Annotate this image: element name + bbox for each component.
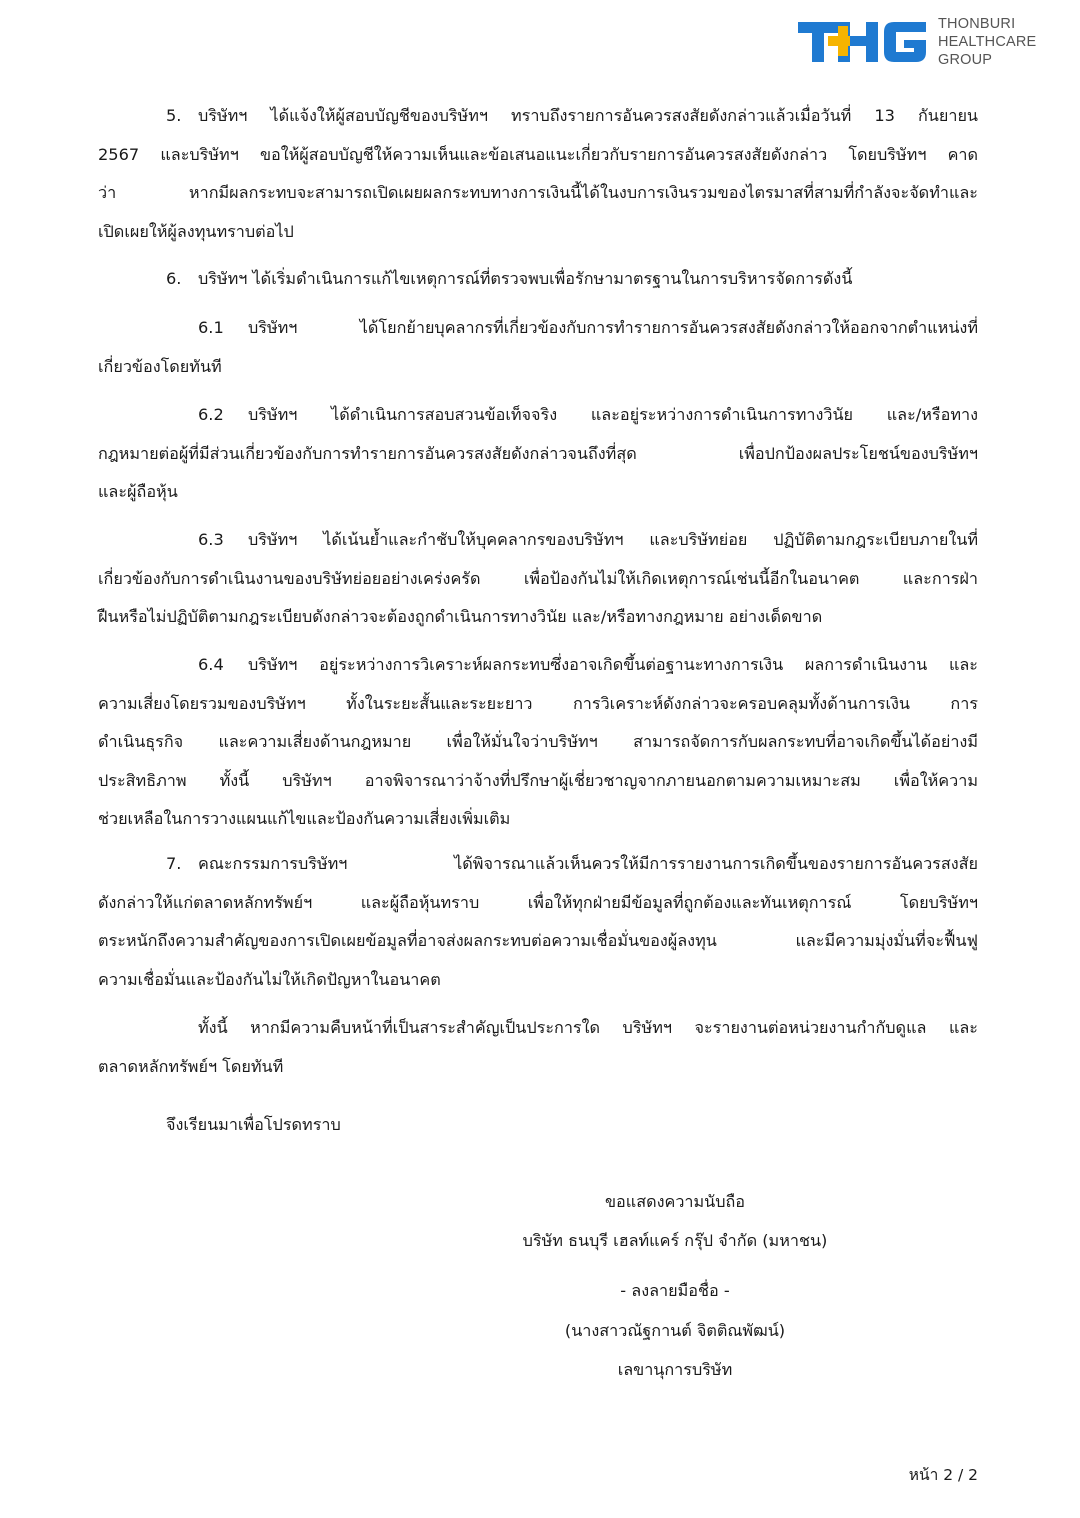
p62-line-2: กฎหมายต่อผู้ที่มีส่วนเกี่ยวข้องกับการทำรายการอันควรสงสัยดังกล่าวจนถึงที่สุด เพื่อปกป้องผลประโยชน์ของบริษัทฯ xyxy=(98,443,978,463)
p62-number: 6.2 xyxy=(198,405,224,424)
p64-line-1 xyxy=(98,646,978,685)
p64-line-3: ดำเนินธุรกิจ และความเสี่ยงด้านกฎหมาย เพื่อให้มั่นใจว่าบริษัทฯ สามารถจัดการกับผลกระทบที่อาจเกิดขึ้นได้อย่างมี xyxy=(98,732,978,751)
p7-line-1 xyxy=(98,845,978,884)
p5-line-2: 2567 และบริษัทฯ ขอให้ผู้สอบบัญชีให้ความเห็นและข้อเสนอแนะเกี่ยวกับรายการอันควรสงสัยดังกล่าว โดยบริษัทฯ คาด xyxy=(98,144,978,164)
paragraph-6 xyxy=(98,260,978,299)
p7-text-1: คณะกรรมการบริษัทฯ ได้พิจารณาแล้วเห็นควรให้มีการรายงานการเกิดขึ้นของรายการอันควรสงสัย xyxy=(198,854,978,873)
company-logo xyxy=(798,14,1048,74)
p5-number: 5. xyxy=(166,106,182,125)
p61-text-1: บริษัทฯ ได้โยกย้ายบุคลากรที่เกี่ยวข้องกับการทำรายการอันควรสงสัยดังกล่าวให้ออกจากตำแหน่งที่ xyxy=(248,318,978,337)
p6-number: 6. xyxy=(166,269,182,288)
closing-line-2: ตลาดหลักทรัพย์ฯ โดยทันที xyxy=(98,1056,284,1076)
paragraph-7 xyxy=(98,845,978,999)
p64-line-2: ความเสี่ยงโดยรวมของบริษัทฯ ทั้งในระยะสั้นและระยะยาว การวิเคราะห์ดังกล่าวจะครอบคลุมทั้งด้านการเงิน การ xyxy=(98,693,978,713)
signature-signed: - ลงลายมือชื่อ - xyxy=(620,1281,730,1300)
thg-logo-mark xyxy=(798,16,930,66)
p5-line-1 xyxy=(98,97,978,136)
p63-number: 6.3 xyxy=(198,530,224,549)
p6-text: บริษัทฯ ได้เริ่มดำเนินการแก้ไขเหตุการณ์ที่ตรวจพบเพื่อรักษามาตรฐานในการบริหารจัดการดังนี้ xyxy=(198,269,853,288)
p7-number: 7. xyxy=(166,854,182,873)
p7-line-3: ตระหนักถึงความสำคัญของการเปิดเผยข้อมูลที่อาจส่งผลกระทบต่อความเชื่อมั่นของผู้ลงทุน และมีความมุ่งมั่นที่จะฟื้นฟู xyxy=(98,931,978,950)
p5-line-3: ว่า หากมีผลกระทบจะสามารถเปิดเผยผลกระทบทางการเงินนี้ได้ในงบการเงินรวมของไตรมาสที่สามที่กำลังจะจัดทำและ xyxy=(98,183,978,202)
p5-line-4: เปิดเผยให้ผู้ลงทุนทราบต่อไป xyxy=(98,221,294,241)
p64-text-1: บริษัทฯ อยู่ระหว่างการวิเคราะห์ผลกระทบซึ่งอาจเกิดขึ้นต่อฐานะทางการเงิน ผลการดำเนินงาน และ xyxy=(248,655,978,674)
paragraph-6-4 xyxy=(98,646,978,839)
p63-line-1 xyxy=(98,521,978,560)
closing-paragraph xyxy=(98,1009,978,1086)
signature-name: (นางสาวณัฐกานต์ จิตติณพัฒน์) xyxy=(564,1321,786,1340)
p64-line-4: ประสิทธิภาพ ทั้งนี้ บริษัทฯ อาจพิจารณาว่าจ้างที่ปรึกษาผู้เชี่ยวชาญจากภายนอกตามความเหมาะสม เพื่อให้ความ xyxy=(98,770,978,790)
logo-wordmark xyxy=(938,15,1036,69)
paragraph-5 xyxy=(98,97,978,251)
p61-number: 6.1 xyxy=(198,318,224,337)
page-number: หน้า 2 / 2 xyxy=(908,1466,978,1484)
signature-title: เลขานุการบริษัท xyxy=(617,1360,733,1379)
logo-line-1: THONBURI xyxy=(938,16,1016,32)
paragraph-6-1 xyxy=(98,309,978,386)
signature-company: บริษัท ธนบุรี เฮลท์แคร์ กรุ๊ป จำกัด (มหาชน) xyxy=(522,1231,828,1250)
p62-text-1: บริษัทฯ ได้ดำเนินการสอบสวนข้อเท็จจริง และอยู่ระหว่างการดำเนินการทางวินัย และ/หรือทาง xyxy=(248,405,978,424)
p7-line-2: ดังกล่าวให้แก่ตลาดหลักทรัพย์ฯ และผู้ถือหุ้นทราบ เพื่อให้ทุกฝ่ายมีข้อมูลที่ถูกต้องและทันเหตุการณ์ โดยบริษัทฯ xyxy=(98,892,978,912)
p7-line-4: ความเชื่อมั่นและป้องกันไม่ให้เกิดปัญหาในอนาคต xyxy=(98,969,441,989)
p6-line-1 xyxy=(98,260,978,299)
p61-line-1 xyxy=(98,309,978,348)
closing-line-1: ทั้งนี้ หากมีความคืบหน้าที่เป็นสาระสำคัญเป็นประการใด บริษัทฯ จะรายงานต่อหน่วยงานกำกับดูแล และ xyxy=(198,1018,978,1037)
p61-line-2: เกี่ยวข้องโดยทันที xyxy=(98,356,222,376)
paragraph-6-3 xyxy=(98,521,978,637)
p64-number: 6.4 xyxy=(198,655,224,674)
p63-line-3: ฝืนหรือไม่ปฏิบัติตามกฎระเบียบดังกล่าวจะต้องถูกดำเนินการทางวินัย และ/หรือทางกฎหมาย อย่างเด็ดขาด xyxy=(98,607,823,626)
salutation: จึงเรียนมาเพื่อโปรดทราบ xyxy=(166,1115,341,1134)
logo-line-2: HEALTHCARE xyxy=(938,34,1037,50)
paragraph-6-2 xyxy=(98,396,978,512)
logo-line-3: GROUP xyxy=(938,52,993,68)
p62-line-3: และผู้ถือหุ้น xyxy=(98,482,178,501)
p62-line-1 xyxy=(98,396,978,435)
signature-regards: ขอแสดงความนับถือ xyxy=(604,1192,746,1211)
p63-line-2: เกี่ยวข้องกับการดำเนินงานของบริษัทย่อยอย่างเคร่งครัด เพื่อป้องกันไม่ให้เกิดเหตุการณ์เช่นนี้อีกในอนาคต และการฝ่า xyxy=(98,568,978,588)
p63-text-1: บริษัทฯ ได้เน้นย้ำและกำชับให้บุคคลากรของบริษัทฯ และบริษัทย่อย ปฏิบัติตามกฎระเบียบภายในที่ xyxy=(248,530,978,549)
p64-line-5: ช่วยเหลือในการวางแผนแก้ไขและป้องกันความเสี่ยงเพิ่มเติม xyxy=(98,809,511,828)
p5-text-1: บริษัทฯ ได้แจ้งให้ผู้สอบบัญชีของบริษัทฯ ทราบถึงรายการอันควรสงสัยดังกล่าวแล้วเมื่อวันที่ 13 กันยายน xyxy=(198,106,978,125)
